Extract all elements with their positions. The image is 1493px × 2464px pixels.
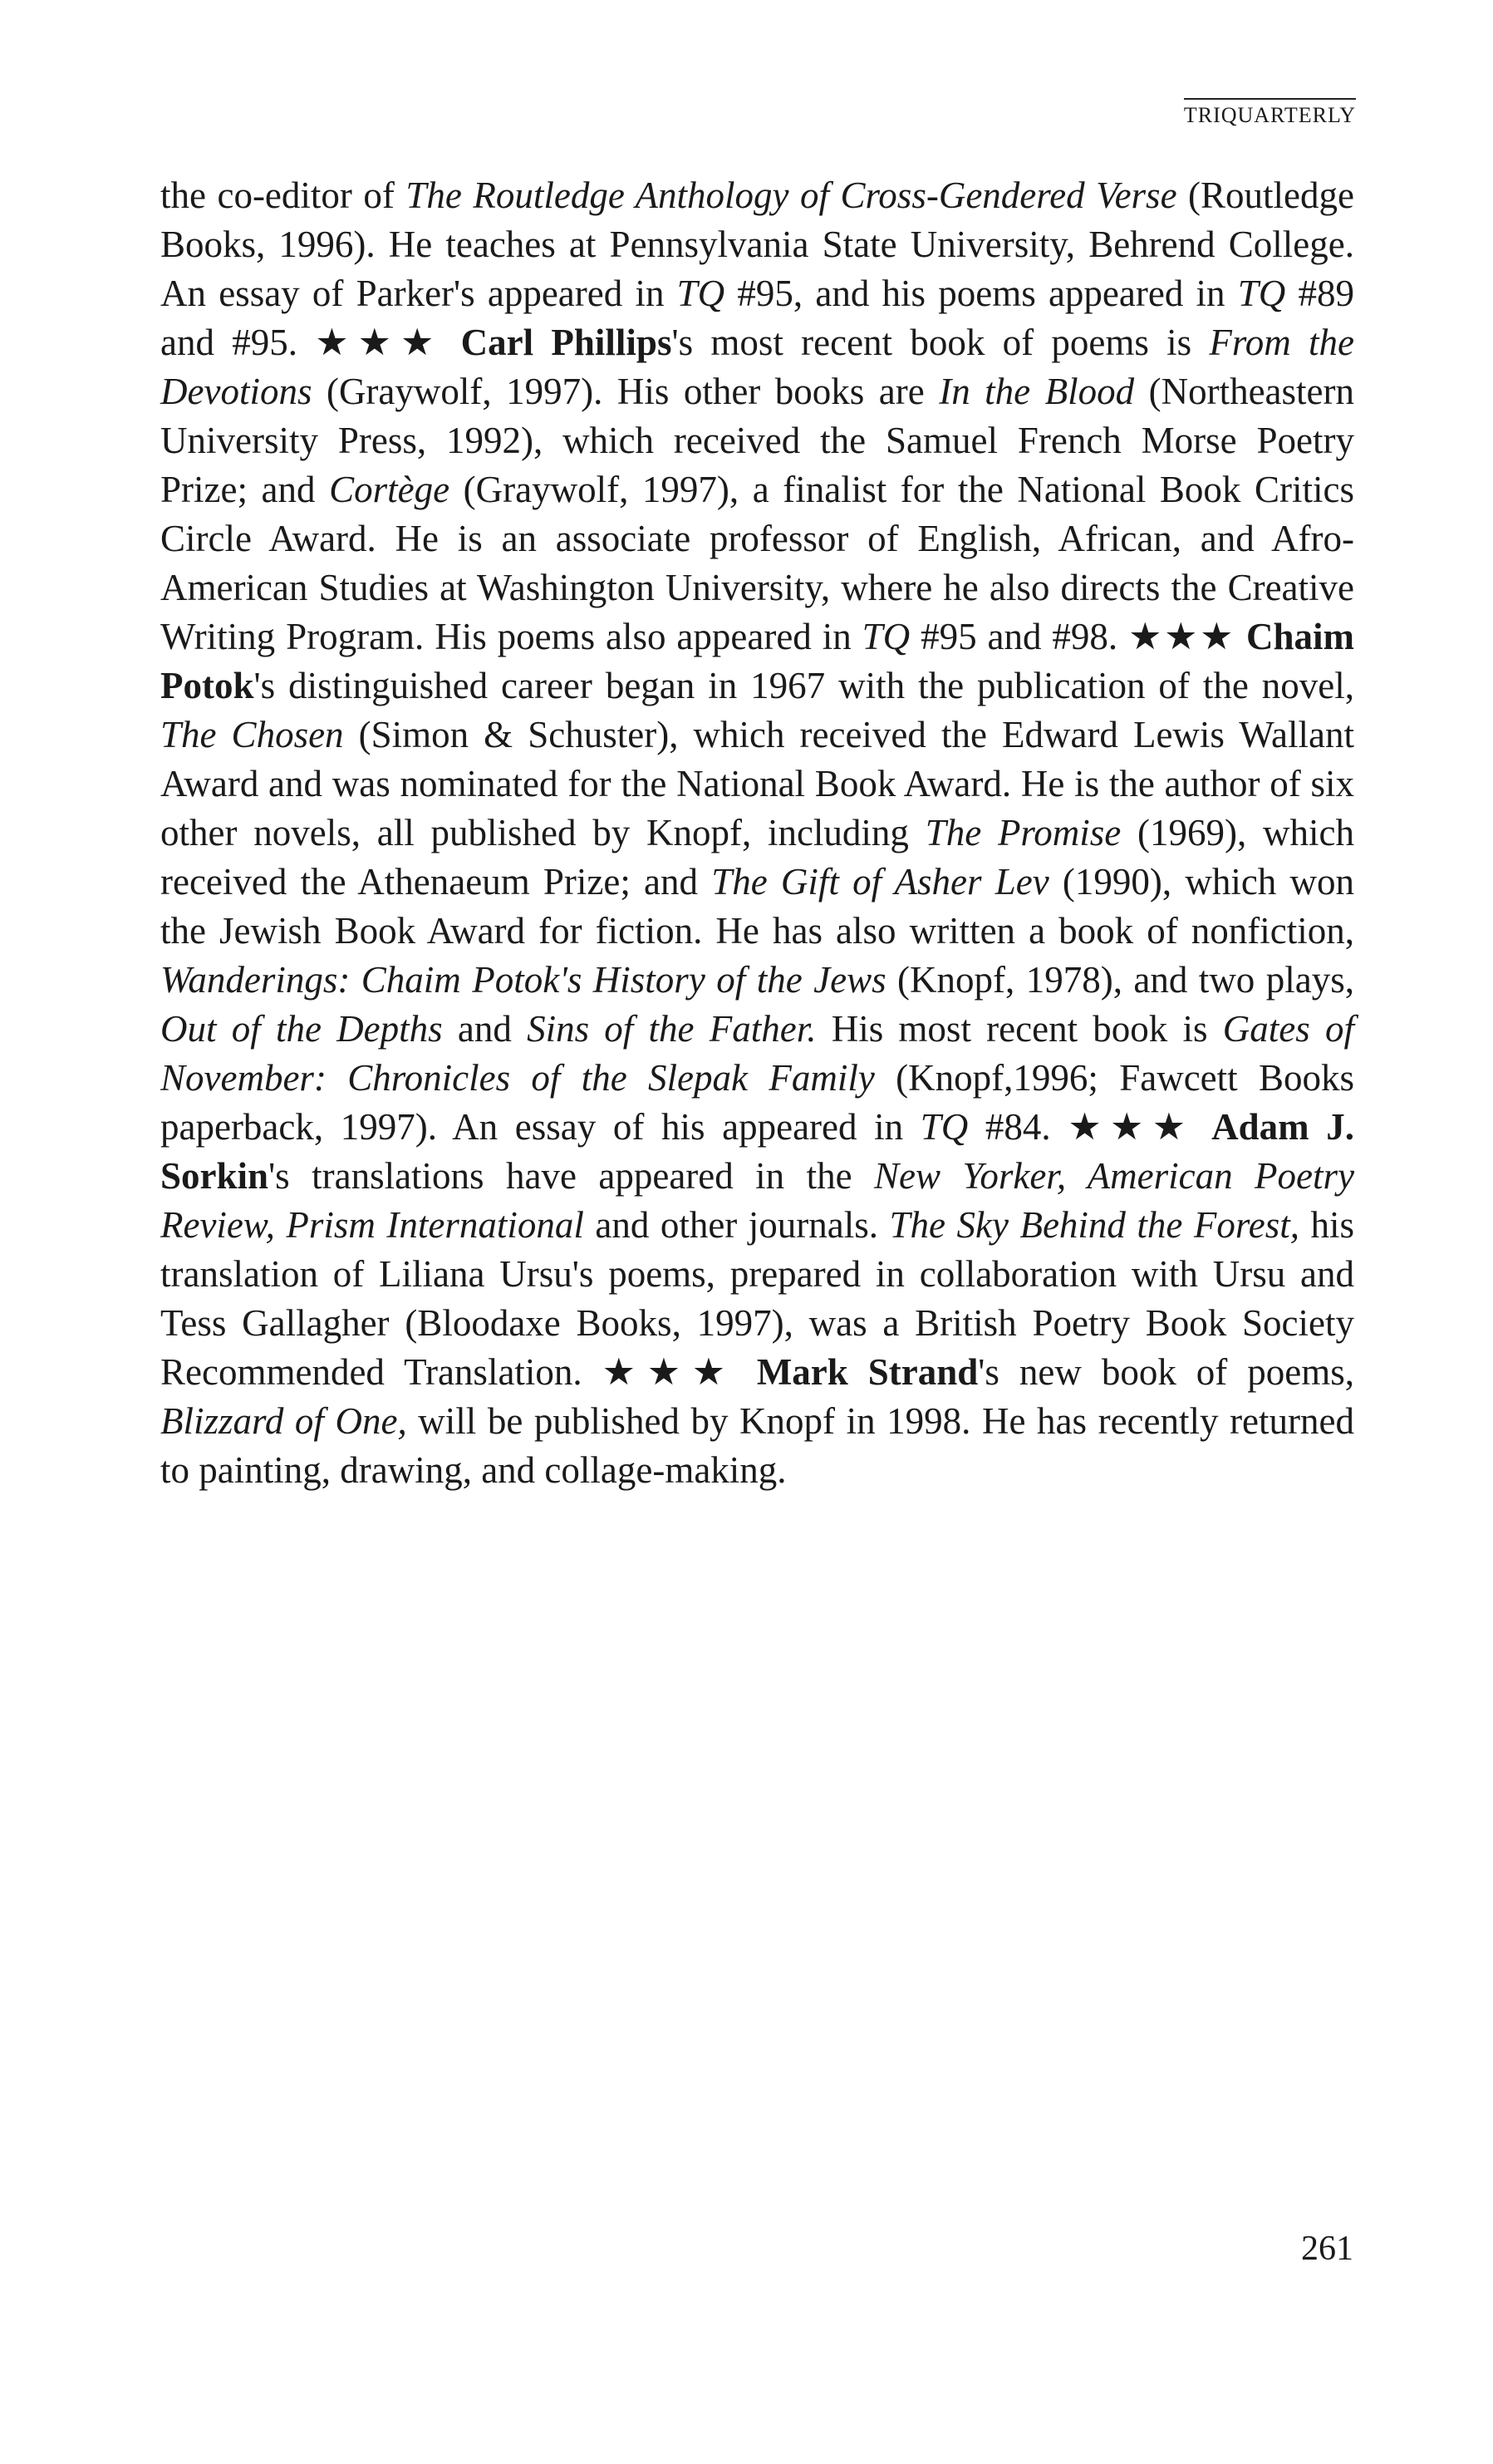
contributor-name: Chaim Potok (160, 616, 1355, 706)
separator-stars-icon: ★★★ (315, 322, 444, 363)
contributor-name: Adam J. Sorkin (160, 1106, 1355, 1197)
running-head: TRIQUARTERLY (1184, 98, 1356, 126)
contributor-name: Mark Strand (756, 1351, 979, 1393)
contributor-notes-text: the co-editor of The Routledge Anthology of Cross-Gendered Verse (Routledge Books, 1996). He teaches at Pennsylvania State University, Behrend College. An essay of Parker's appeared in TQ #95, and his poems appeared in TQ #89 and #95. ★★★ Carl Phillips's most recent book of poems is From the Devotions (Graywolf, 1997). His other books are In the Blood (Northeastern University Press, 1992), which received the Samuel French Morse Poetry Prize; and Cortège (Graywolf, 1997), a finalist for the National Book Critics Circle Award. He is an associate professor of English, African, and Afro-American Studies at Washington University, where he also directs the Creative Writing Program. His poems also appeared in TQ #95 and #98. ★★★ Chaim Potok's distinguished career began in 1967 with the publication of the novel, The Chosen (Simon & Schuster), which received the Edward Lewis Wallant Award and was nominated for the National Book Award. He is the author of six other novels, all published by Knopf, including The Promise (1969), which received the Athenaeum Prize; and The Gift of Asher Lev (1990), which won the Jewish Book Award for fiction. He has also written a book of nonfiction, Wanderings: Chaim Potok's History of the Jews (Knopf, 1978), and two plays, Out of the Depths and Sins of the Father. His most recent book is Gates of November: Chronicles of the Slepak Family (Knopf,1996; Fawcett Books paperback, 1997). An essay of his appeared in TQ #84. ★★★ Adam J. Sorkin's translations have appeared in the New Yorker, American Poetry Review, Prism International and other journals. The Sky Behind the Forest, his translation of Liliana Ursu's poems, prepared in collaboration with Ursu and Tess Gallagher (Bloodaxe Books, 1997), was a British Poetry Book Society Recommended Translation. ★★★ Mark Strand's new book of poems, Blizzard of One, will be published by Knopf in 1998. He has recently returned to painting, drawing, and collage-making. (160, 175, 1355, 1491)
page-number: 261 (1301, 2230, 1353, 2268)
separator-stars-icon: ★★★ (602, 1351, 737, 1393)
separator-stars-icon: ★★★ (1128, 616, 1236, 657)
contributor-name: Carl Phillips (460, 322, 672, 363)
separator-stars-icon: ★★★ (1068, 1106, 1195, 1148)
